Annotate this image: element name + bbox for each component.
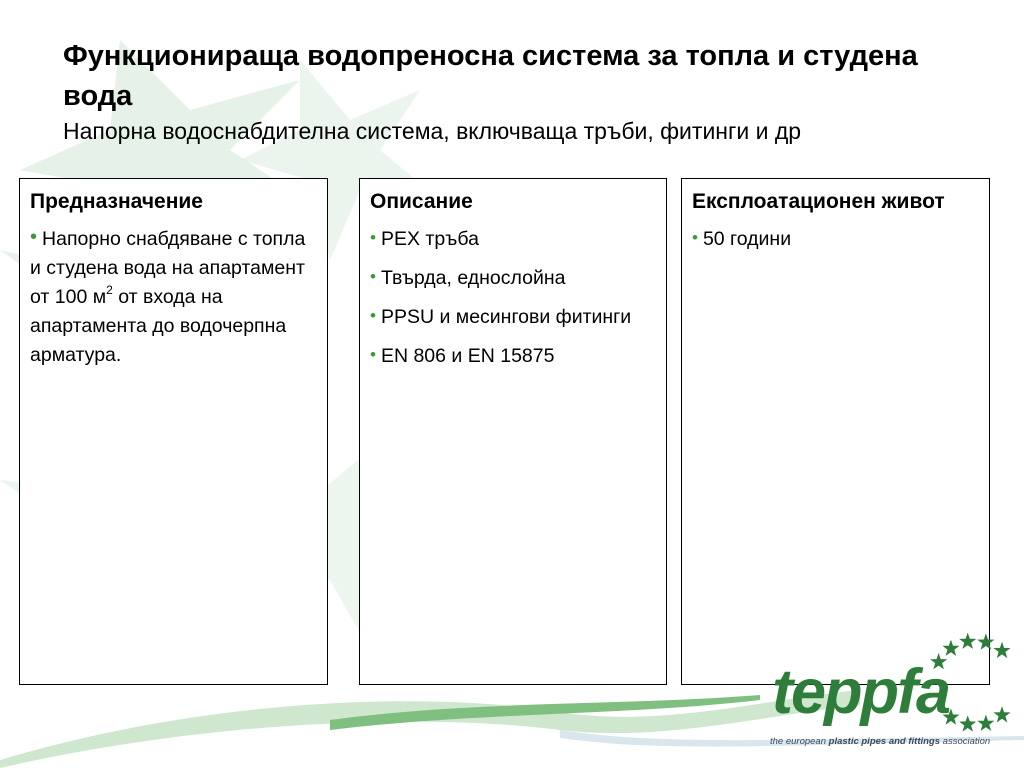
bullet-dot-icon: • [692,228,698,247]
list-item [370,223,656,254]
list-item-text: Напорно снабдяване с топла и студена вода на апартамент от 100 м [30,228,306,308]
bullet-dot-icon: • [370,345,376,364]
panel-purpose [19,178,328,685]
logo-star [977,715,994,731]
panel-description [359,178,667,685]
panel-service-life-list [692,223,979,254]
panel-service-life-heading: Експлоатационен живот [692,190,945,213]
logo-star [959,633,976,649]
bullet-dot-icon: • [370,228,376,247]
logo-tagline [770,736,1010,747]
list-item [370,262,656,293]
teppfa-logo [770,628,1010,756]
panel-purpose-list [30,223,317,370]
panel-service-life [681,178,990,685]
panel-description-heading: Описание [370,190,473,213]
list-item [370,301,656,332]
list-item-text: PEX тръба [380,228,479,250]
list-item-text: 50 години [702,228,792,250]
logo-star [993,642,1010,658]
list-item-text: Твърда, еднослойна [380,267,566,289]
superscript: 2 [106,283,113,297]
list-item-text-continued: от входа на апартамента до водочерпна арматура. [30,286,287,366]
logo-wordmark: teppfa [772,657,949,727]
logo-star [942,640,959,656]
list-item [370,340,656,371]
logo-tagline-bold: plastic pipes and fittings [828,736,941,747]
list-item [692,223,979,254]
logo-star [959,715,976,731]
list-item-text: PPSU и месингови фитинги [380,306,632,328]
bullet-dot-icon: • [370,267,376,286]
bullet-dot-icon: • [370,306,376,325]
panel-description-list [370,223,656,371]
slide-title: Функциониращa водопреносна система за топла и студена вода [63,40,918,112]
logo-star [993,706,1010,722]
bullet-dot-icon: • [30,226,38,248]
list-item-text: EN 806 и EN 15875 [380,345,555,367]
list-item [30,223,317,370]
slide-subtitle: Напорна водоснабдителна система, включваща тръби, фитинги и др [63,118,802,144]
logo-star [977,633,994,649]
panel-purpose-heading: Предназначение [30,190,203,213]
logo-tagline-prefix: the european [770,736,829,747]
logo-tagline-suffix: association [940,736,991,747]
